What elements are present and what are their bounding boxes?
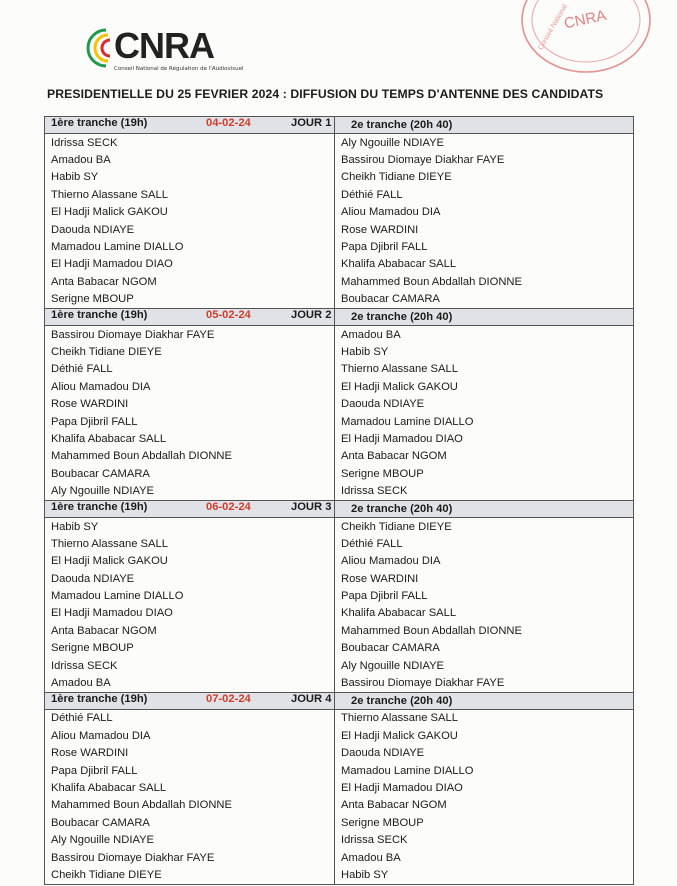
candidate-slot1: Habib SY [45,169,335,186]
candidate-slot2: Cheikh Tidiane DIEYE [335,169,634,186]
day-header-left [45,500,335,517]
slot1-label: 1ère tranche (19h) [51,500,148,513]
table-row [45,378,634,395]
candidate-slot2: Aliou Mamadou DIA [335,204,634,221]
slot1-label: 1ère tranche (19h) [51,117,148,129]
candidate-slot1: Khalifa Ababacar SALL [45,779,335,796]
day-date: 04-02-24 [206,117,251,129]
table-row [45,325,634,343]
candidate-slot2: El Hadji Malick GAKOU [335,378,634,395]
candidate-slot2: Aly Ngouille NDIAYE [335,134,634,152]
candidate-slot2: Aly Ngouille NDIAYE [335,657,634,674]
candidate-slot1: Boubacar CAMARA [45,465,335,482]
table-row [45,866,634,884]
day-header-left [45,117,335,134]
stamp-text: CNRA [562,6,608,33]
table-row [45,622,634,639]
candidate-slot1: Thierno Alassane SALL [45,535,335,552]
table-row [45,204,634,221]
candidate-slot2: Déthié FALL [335,186,634,203]
candidate-slot1: Bassirou Diomaye Diakhar FAYE [45,325,335,343]
candidate-slot2: Boubacar CAMARA [335,291,634,309]
cnra-logo [84,24,244,78]
candidate-slot2: Rose WARDINI [335,221,634,238]
candidate-slot2: Khalifa Ababacar SALL [335,605,634,622]
day-header-row [45,500,634,517]
candidate-slot2: Serigne MBOUP [335,814,634,831]
candidate-slot2: Thierno Alassane SALL [335,361,634,378]
page-title: PRESIDENTIELLE DU 25 FEVRIER 2024 : DIFFUSION DU TEMPS D'ANTENNE DES CANDIDATS [47,87,604,101]
candidate-slot1: Khalifa Ababacar SALL [45,430,335,447]
table-row [45,745,634,762]
day-number: JOUR 3 [291,500,332,513]
candidate-slot2: Papa Djibril FALL [335,238,634,255]
candidate-slot1: Aly Ngouille NDIAYE [45,831,335,848]
candidate-slot1: Papa Djibril FALL [45,413,335,430]
slot2-label: 2e tranche (20h 40) [335,308,634,325]
candidate-slot1: Serigne MBOUP [45,640,335,657]
table-row [45,762,634,779]
candidate-slot2: Idrissa SECK [335,482,634,500]
candidate-slot1: Mamadou Lamine DIALLO [45,587,335,604]
table-row [45,273,634,290]
slot2-label: 2e tranche (20h 40) [335,500,634,517]
table-row [45,395,634,412]
candidate-slot2: Idrissa SECK [335,831,634,848]
official-stamp [516,0,656,90]
candidate-slot1: Amadou BA [45,674,335,692]
candidate-slot1: Daouda NDIAYE [45,221,335,238]
candidate-slot1: Mahammed Boun Abdallah DIONNE [45,797,335,814]
slot2-label: 2e tranche (20h 40) [335,117,634,134]
candidate-slot2: Serigne MBOUP [335,465,634,482]
logo-subtitle: Conseil National de Régulation de l'Audiovisuel [114,66,244,72]
candidate-slot1: Mamadou Lamine DIALLO [45,238,335,255]
candidate-slot2: Boubacar CAMARA [335,640,634,657]
day-header-row [45,117,634,134]
candidate-slot1: Idrissa SECK [45,657,335,674]
table-row [45,849,634,866]
candidate-slot2: Rose WARDINI [335,570,634,587]
table-row [45,186,634,203]
day-date: 07-02-24 [206,692,251,705]
table-row [45,465,634,482]
candidate-slot1: Aly Ngouille NDIAYE [45,482,335,500]
slot2-label: 2e tranche (20h 40) [335,692,634,709]
schedule-table [44,116,634,885]
table-row [45,727,634,744]
day-date: 05-02-24 [206,308,251,321]
candidate-slot1: Daouda NDIAYE [45,570,335,587]
candidate-slot1: Boubacar CAMARA [45,814,335,831]
candidate-slot2: Anta Babacar NGOM [335,797,634,814]
table-row [45,657,634,674]
candidate-slot1: El Hadji Mamadou DIAO [45,256,335,273]
candidate-slot1: Idrissa SECK [45,134,335,152]
candidate-slot2: Amadou BA [335,325,634,343]
candidate-slot2: Aliou Mamadou DIA [335,553,634,570]
table-row [45,517,634,535]
candidate-slot1: Serigne MBOUP [45,291,335,309]
candidate-slot2: Anta Babacar NGOM [335,448,634,465]
table-row [45,482,634,500]
table-row [45,343,634,360]
candidate-slot1: Anta Babacar NGOM [45,622,335,639]
candidate-slot1: Habib SY [45,517,335,535]
table-row [45,291,634,309]
table-row [45,151,634,168]
table-row [45,448,634,465]
candidate-slot1: Mahammed Boun Abdallah DIONNE [45,448,335,465]
table-row [45,169,634,186]
candidate-slot1: El Hadji Malick GAKOU [45,204,335,221]
candidate-slot2: Cheikh Tidiane DIEYE [335,517,634,535]
day-number: JOUR 2 [291,308,332,321]
table-row [45,831,634,848]
candidate-slot1: Rose WARDINI [45,395,335,412]
day-number: JOUR 4 [291,692,332,705]
candidate-slot2: Habib SY [335,343,634,360]
candidate-slot2: Daouda NDIAYE [335,745,634,762]
table-row [45,605,634,622]
table-row [45,238,634,255]
day-number: JOUR 1 [291,117,332,129]
logo-wordmark: CNRA [114,25,214,66]
logo-arcs-icon [84,26,114,70]
candidate-slot1: Déthié FALL [45,709,335,727]
table-row [45,430,634,447]
candidate-slot2: Papa Djibril FALL [335,587,634,604]
table-row [45,134,634,152]
table-row [45,797,634,814]
candidate-slot1: Cheikh Tidiane DIEYE [45,866,335,884]
candidate-slot2: El Hadji Malick GAKOU [335,727,634,744]
slot1-label: 1ère tranche (19h) [51,692,148,705]
candidate-slot2: Daouda NDIAYE [335,395,634,412]
candidate-slot2: Mahammed Boun Abdallah DIONNE [335,622,634,639]
candidate-slot1: Aliou Mamadou DIA [45,378,335,395]
candidate-slot1: Rose WARDINI [45,745,335,762]
candidate-slot1: El Hadji Malick GAKOU [45,553,335,570]
candidate-slot1: Anta Babacar NGOM [45,273,335,290]
stamp-ring-text: Conseil National [537,3,569,52]
candidate-slot1: Bassirou Diomaye Diakhar FAYE [45,849,335,866]
day-header-left [45,692,335,709]
candidate-slot2: Amadou BA [335,849,634,866]
candidate-slot1: Thierno Alassane SALL [45,186,335,203]
slot1-label: 1ère tranche (19h) [51,308,148,321]
table-row [45,221,634,238]
candidate-slot2: Mamadou Lamine DIALLO [335,413,634,430]
candidate-slot1: Amadou BA [45,151,335,168]
candidate-slot1: Papa Djibril FALL [45,762,335,779]
table-row [45,413,634,430]
candidate-slot2: El Hadji Mamadou DIAO [335,779,634,796]
table-row [45,709,634,727]
table-row [45,361,634,378]
candidate-slot2: Bassirou Diomaye Diakhar FAYE [335,674,634,692]
day-date: 06-02-24 [206,500,251,513]
day-header-left [45,308,335,325]
candidate-slot2: Bassirou Diomaye Diakhar FAYE [335,151,634,168]
candidate-slot2: Habib SY [335,866,634,884]
candidate-slot2: Mamadou Lamine DIALLO [335,762,634,779]
candidate-slot2: Déthié FALL [335,535,634,552]
candidate-slot2: Mahammed Boun Abdallah DIONNE [335,273,634,290]
candidate-slot2: Thierno Alassane SALL [335,709,634,727]
table-row [45,779,634,796]
table-row [45,256,634,273]
candidate-slot2: El Hadji Mamadou DIAO [335,430,634,447]
candidate-slot1: Cheikh Tidiane DIEYE [45,343,335,360]
candidate-slot1: Déthié FALL [45,361,335,378]
table-row [45,674,634,692]
table-row [45,640,634,657]
table-row [45,814,634,831]
table-row [45,570,634,587]
table-row [45,535,634,552]
day-header-row [45,692,634,709]
candidate-slot1: Aliou Mamadou DIA [45,727,335,744]
day-header-row [45,308,634,325]
table-row [45,553,634,570]
candidate-slot1: El Hadji Mamadou DIAO [45,605,335,622]
table-row [45,587,634,604]
candidate-slot2: Khalifa Ababacar SALL [335,256,634,273]
